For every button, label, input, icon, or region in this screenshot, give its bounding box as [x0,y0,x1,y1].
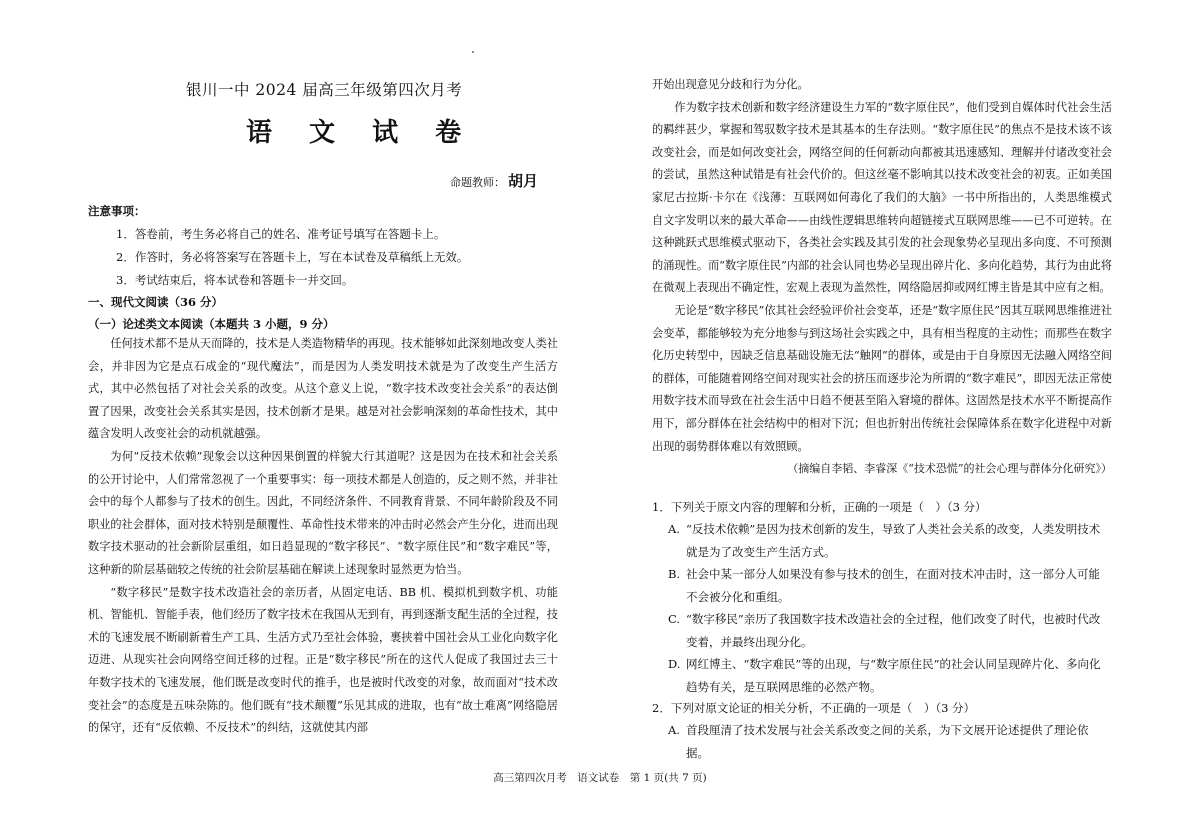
exam-subtitle: 银川一中 2024 届高三年级第四次月考 [186,81,463,99]
passage-paragraph: 开始出现意见分歧和行为分化。 [652,78,809,91]
passage-paragraph: “数字移民”是数字技术改造社会的亲历者，从固定电话、BB 机、模拟机到数字机、功能机、智能机、智能手表，他们经历了数字技术在我国从无到有，再到逐渐支配生活的全过程，技术的飞速发展不断刷新着生产工具、生活方式乃至社会体验，裹挟着中国社会从工业化向数字化迈进、从现实社会向网络空间迁移的过程。正是“数字移民”所在的这代人促成了我国过去三十年数字技术的飞速发展，他们既是改变时代的推手，也是被时代改变的对象，故而面对“技术改变社会”的态度是五味杂陈的。他们既有“技术颠覆”乐见其成的进取，也有“故土难离”网络隐居的保守，还有“反依赖、不反技术”的纠结，这就使其内部 [88,585,558,735]
passage-paragraph: 为何“反技术依赖”现象会以这种因果倒置的样貌大行其道呢？这是因为在技术和社会关系的公开讨论中，人们常常忽视了一个重要事实：每一项技术都是人创造的，反之则不然，并非社会中的每个人都参与了技术的创生。因此，不同经济条件、不同教育背景、不同年龄阶段及不同职业的社会群体，面对技术特别是颠覆性、革命性技术带来的冲击时必然会产生分化，进而出现数字技术驱动的社会新阶层重组，如日趋显现的“数字移民”、“数字原住民”和“数字难民”等，这种新的阶层基础较之传统的社会阶层基础在解读上述现象时显然更为恰当。 [88,449,558,576]
option-text: 首段厘清了技术发展与社会关系改变之间的关系，为下文展开论述提供了理论依据。 [686,723,1089,760]
passage-citation: （摘编自李韬、李睿深《“技术恐慌”的社会心理与群体分化研究》） [787,462,1112,476]
page-footer: 高三第四次月考 语文试卷 第 1 页(共 7 页) [493,772,707,784]
question-stem: 1．下列关于原文内容的理解和分析，正确的一项是（ ）（3 分） [652,500,987,514]
option-key: C. [668,612,681,626]
setter-label: 命题教师： [450,176,505,189]
setter-line [450,170,538,191]
option-text: 社会中某一部分人如果没有参与技术的创生，在面对技术冲击时，这一部分人可能不会被分化和重组。 [686,567,1100,604]
section-heading: 一、现代文阅读（36 分） [88,295,224,309]
notice-item: 2．作答时，务必将答案写在答题卡上，写在本试卷及草稿纸上无效。 [116,250,469,264]
option-key: A. [668,522,680,536]
option-key: A. [668,723,680,737]
option-text: “反技术依赖”是因为技术创新的发生，导致了人类社会关系的改变，人类发明技术就是为了改变生产生活方式。 [686,522,1101,559]
question-stem: 2．下列对原文论证的相关分析，不正确的一项是（ ）（3 分） [652,701,976,715]
scan-speck [472,51,474,53]
answer-option [668,719,1108,764]
passage-paragraph: 无论是“数字移民”依其社会经验评价社会变革，还是“数字原住民”因其互联网思维推进社会变革，都能够较为充分地参与到这场社会实践之中，具有相当程度的主动性；而那些在数字化历史转型中，因缺乏信息基础设施无法“触网”的群体，或是由于自身原因无法融入网络空间的群体，可能随着网络空间对现实社会的挤压而逐步沦为所谓的“数字难民”，即因无法正常使用数字技术而导致在社会生活中日趋不便甚至陷入窘境的群体。这固然是技术水平不断提高作用下，部分群体在社会结构中的相对下沉；但也折射出传统社会保障体系在数字化进程中对新出现的弱势群体难以有效照顾。 [652,303,1112,453]
option-text: 网红博主、“数字难民”等的出现，与“数字原住民”的社会认同呈现碎片化、多向化趋势有关，是互联网思维的必然产物。 [686,657,1101,694]
passage-paragraph: 任何技术都不是从天而降的，技术是人类造物精华的再现。技术能够如此深刻地改变人类社会，并非因为它是点石成金的“现代魔法”，而是因为人类发明技术就是为了改变生产生活方式，其中必然包括了对社会关系的改变。从这个意义上说，“数字技术改变社会关系”的表达倒置了因果，改变社会关系其实是因，技术创新才是果。越是对社会影响深刻的革命性技术，其中蕴含发明人改变社会的动机就越强。 [88,337,558,441]
answer-option [668,653,1108,698]
answer-option [668,608,1108,653]
answer-option [668,518,1108,563]
option-key: D. [668,657,681,671]
exam-title: 语 文 试 卷 [246,118,476,148]
notice-item: 3．考试结束后，将本试卷和答题卡一并交回。 [116,273,354,287]
notice-heading: 注意事项： [88,204,146,218]
subsection-heading: （一）论述类文本阅读（本题共 3 小题，9 分） [88,317,335,331]
right-column [652,74,1112,481]
answer-option [668,563,1108,608]
option-key: B. [668,567,681,581]
setter-name: 胡月 [508,172,539,190]
passage-paragraph: 作为数字技术创新和数字经济建设生力军的“数字原住民”，他们受到自媒体时代社会生活的羁绊甚少，掌握和驾驭数字技术是其基本的生存法则。“数字原住民”的焦点不是技术该不该改变社会，而是如何改变社会，网络空间的任何新动向都被其迅速感知、理解并付诸改变社会的尝试，虽然这种试错是有社会代价的。但这丝毫不影响其以技术改变社会的初衷。正如美国家尼古拉斯·卡尔在《浅薄：互联网如何毒化了我们的大脑》一书中所指出的，人类思维模式自文字发明以来的最大革命——由线性逻辑思维转向超链接式互联网思维——已不可逆转。在这种跳跃式思维模式驱动下，各类社会实践及其引发的社会现象势必呈现出多向度、不可预测的涌现性。而“数字原住民”内部的社会认同也势必呈现出碎片化、多向化趋势，其行为由此将在微观上表现出不确定性，宏观上表现为盖然性，网络隐居抑或网红博主皆是其中应有之相。 [652,100,1112,295]
option-text: “数字移民”亲历了我国数字技术改造社会的全过程，他们改变了时代，也被时代改变着，并最终出现分化。 [686,612,1101,649]
notice-item: 1．答卷前，考生务必将自己的姓名、准考证号填写在答题卡上。 [116,227,446,241]
left-column [88,333,558,740]
